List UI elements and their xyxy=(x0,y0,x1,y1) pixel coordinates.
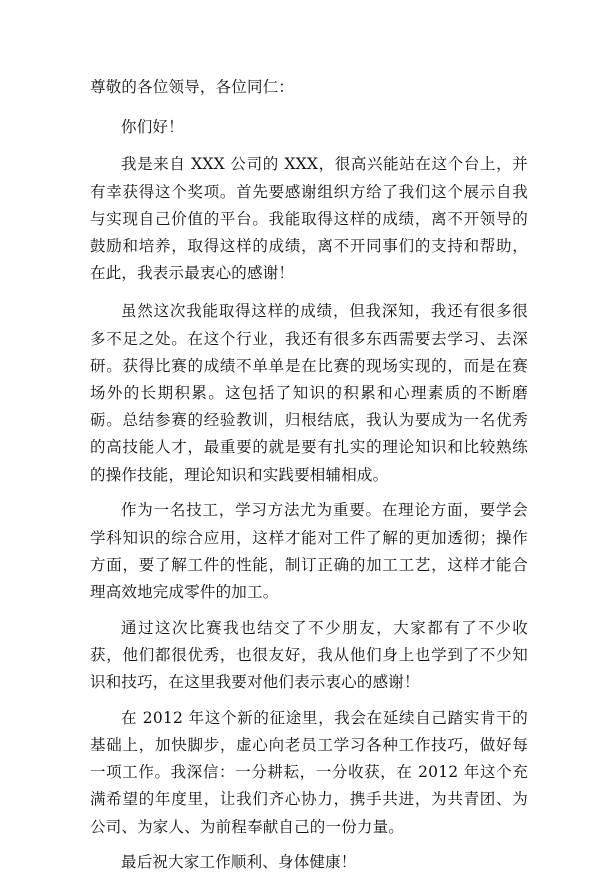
paragraph-future: 在 2012 年这个新的征途里，我会在延续自己踏实肯干的基础上，加快脚步，虚心向老员工学习各种工作技巧，做好每一项工作。我深信：一分耕耘，一分收获，在 2012 年这个充满希望的年度里，让我们齐心协力，携手共进，为共青团、为公司、为家人、为前程奉献自己的一份力量。 xyxy=(90,708,528,836)
greeting: 你们好！ xyxy=(121,118,184,137)
paragraph-friends: 通过这次比赛我也结交了不少朋友，大家都有了不少收获，他们都很优秀，也很友好，我从他们身上也学到了不少知识和技巧，在这里我要对他们表示衷心的感谢！ xyxy=(90,618,528,692)
salutation: 尊敬的各位领导，各位同仁： xyxy=(90,78,295,96)
paragraph-reflection: 虽然这次我能取得这样的成绩，但我深知，我还有很多很多不足之处。在这个行业，我还有很多东西需要去学习、去深研。获得比赛的成绩不单单是在比赛的现场实现的，而是在赛场外的长期积累。这包括了知识的积累和心理素质的不断磨砺。总结参赛的经验教训，归根结底，我认为要成为一名优秀的高技能人才，最重要的就是要有扎实的理论知识和比较熟练的操作技能，理论知识和实践要相辅相成。 xyxy=(90,302,528,484)
paragraph-learning-method: 作为一名技工，学习方法尤为重要。在理论方面，要学会学科知识的综合应用，这样才能对工件了解的更加透彻；操作方面，要了解工件的性能，制订正确的加工工艺，这样才能合理高效地完成零件的加工。 xyxy=(90,501,528,601)
paragraph-closing: 最后祝大家工作顺利、身体健康！ xyxy=(121,853,357,872)
paragraph-thanks: 我是来自 XXX 公司的 XXX，很高兴能站在这个台上，并有幸获得这个奖项。首先要感谢组织方给了我们这个展示自我与实现自己价值的平台。我能取得这样的成绩，离不开领导的鼓励和培养，取得这样的成绩，离不开同事们的支持和帮助，在此，我表示最衷心的感谢！ xyxy=(90,155,528,283)
speech-document xyxy=(90,74,528,885)
